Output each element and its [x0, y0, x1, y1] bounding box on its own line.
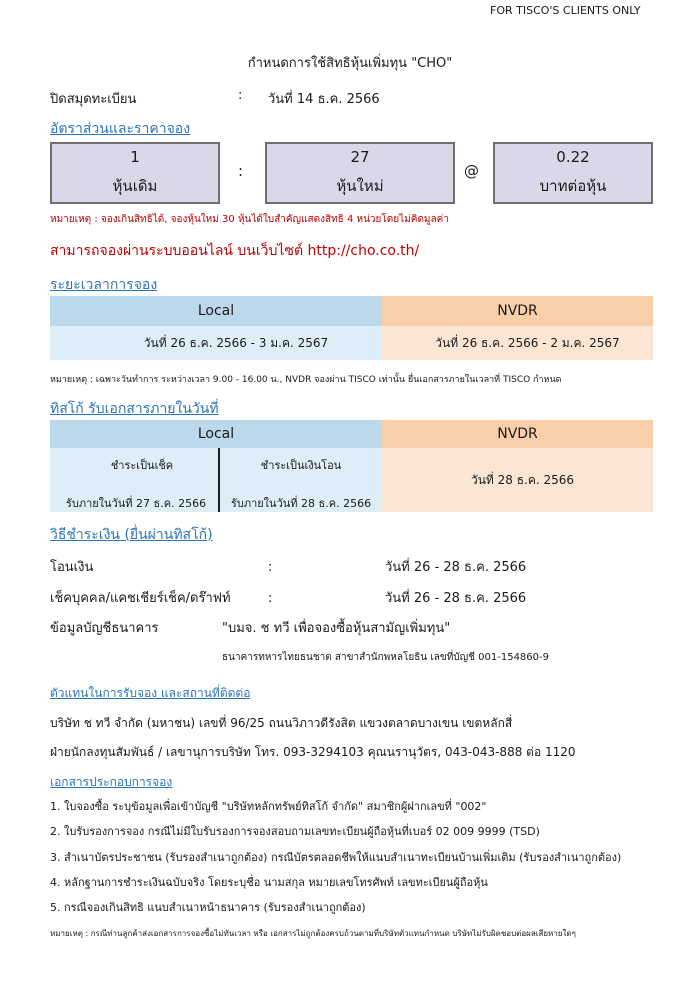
list-item: 3. สำเนาบัตรประชาชน (รับรองสำเนาถูกต้อง) กรณีบัตรตลอดชีพให้แนบสำเนาทะเบียนบ้านเพิ่มเติม (รับรองสำเนาถูกต้อง) — [50, 851, 622, 864]
transfer-date: รับภายในวันที่ 28 ธ.ค. 2566 — [230, 497, 372, 510]
docs-deadline-heading: ทิสโก้ รับเอกสารภายในวันที่ — [50, 401, 219, 417]
agent-address: บริษัท ช ทวี จำกัด (มหาชน) เลขที่ 96/25 ถนนวิภาวดีรังสิต แขวงตลาดบางเขน เขตหลักสี่ — [50, 716, 513, 730]
online-booking-note: สามารถจองผ่านระบบออนไลน์ บนเว็บไซต์ http://cho.co.th/ — [50, 243, 420, 259]
payment-transfer-date: วันที่ 26 - 28 ธ.ค. 2566 — [385, 560, 527, 575]
docs-local-header: Local — [50, 420, 382, 448]
old-share-box — [50, 142, 220, 204]
cheque-date: รับภายในวันที่ 27 ธ.ค. 2566 — [65, 497, 207, 510]
payment-cheque-colon: : — [268, 591, 273, 606]
docs-nvdr-date: วันที่ 28 ธ.ค. 2566 — [382, 448, 653, 512]
payment-cheque-label: เช็คบุคคล/แคชเชียร์เช็ค/ดร๊าฟท์ — [50, 591, 231, 606]
book-closing-colon: : — [238, 88, 243, 103]
docs-transfer-cell — [220, 448, 382, 512]
price-box — [493, 142, 653, 204]
ratio-note: หมายเหตุ : จองเกินสิทธิได้, จองหุ้นใหม่ 30 หุ้นได้ใบสำคัญแสดงสิทธิ 4 หน่วยโดยไม่คิดมูลค่า — [50, 214, 449, 225]
agent-heading: ตัวแทนในการรับจอง และสถานที่ติดต่อ — [50, 686, 251, 700]
cheque-label: ชำระเป็นเช็ค — [110, 459, 174, 472]
period-heading: ระยะเวลาการจอง — [50, 277, 158, 293]
period-local-date: วันที่ 26 ธ.ค. 2566 - 3 ม.ค. 2567 — [50, 326, 382, 360]
new-share-label: หุ้นใหม่ — [336, 177, 384, 195]
docs-cheque-cell — [50, 448, 220, 512]
payment-cheque-date: วันที่ 26 - 28 ธ.ค. 2566 — [385, 591, 527, 606]
bank-account-details: ธนาคารทหารไทยธนชาต สาขาสำนักพหลโยธิน เลขที่บัญชี 001-154860-9 — [222, 652, 549, 663]
list-item: 2. ใบรับรองการจอง กรณีไม่มีใบรับรองการจองสอบถามเลขทะเบียนผู้ถือหุ้นที่เบอร์ 02 009 9999 (TSD) — [50, 825, 540, 838]
at-sign: @ — [464, 162, 479, 180]
book-closing-label: ปิดสมุดทะเบียน — [50, 92, 137, 107]
period-local-header: Local — [50, 296, 382, 326]
book-closing-date: วันที่ 14 ธ.ค. 2566 — [268, 92, 380, 107]
docs-nvdr-header: NVDR — [382, 420, 653, 448]
page-title: กำหนดการใช้สิทธิหุ้นเพิ่มทุน "CHO" — [247, 56, 453, 71]
agent-contact: ฝ่ายนักลงทุนสัมพันธ์ / เลขานุการบริษัท โทร. 093-3294103 คุณนรานุวัตร, 043-043-888 ต่อ 1120 — [50, 745, 576, 759]
list-item: 4. หลักฐานการชำระเงินฉบับจริง โดยระบุชื่อ นามสกุล หมายเลขโทรศัพท์ เลขทะเบียนผู้ถือหุ้น — [50, 876, 488, 889]
price-number: 0.22 — [556, 148, 590, 166]
ratio-separator: : — [238, 162, 244, 180]
documents-note: หมายเหตุ : กรณีท่านลูกค้าส่งเอกสารการจองซื้อไม่ทันเวลา หรือ เอกสารไม่ถูกต้องครบถ้วนตามที่บริษัทตัวแทนกำหนด บริษัทไม่รับผิดชอบต่อผลเสียหายใดๆ — [50, 929, 576, 938]
price-label: บาทต่อหุ้น — [539, 177, 607, 195]
period-nvdr-header: NVDR — [382, 296, 653, 326]
transfer-label: ชำระเป็นเงินโอน — [260, 459, 342, 472]
payment-heading: วิธีชำระเงิน (ยื่นผ่านทิสโก้) — [50, 527, 213, 543]
payment-transfer-label: โอนเงิน — [50, 560, 94, 575]
old-share-label: หุ้นเดิม — [112, 177, 158, 195]
payment-transfer-colon: : — [268, 560, 273, 575]
documents-heading: เอกสารประกอบการจอง — [50, 775, 173, 789]
period-note-text: หมายเหตุ : เฉพาะวันทำการ ระหว่างเวลา 9.00 - 16.00 น., NVDR จองผ่าน TISCO เท่านั้น ยื่นเอกสารภายในเวลาที่ TISCO กำหนด — [50, 375, 562, 385]
old-share-number: 1 — [130, 148, 140, 166]
period-note — [50, 372, 561, 386]
bank-account-name: "บมจ. ช ทวี เพื่อจองซื้อหุ้นสามัญเพิ่มทุน" — [222, 621, 451, 636]
list-item: 1. ใบจองซื้อ ระบุข้อมูลเพื่อเข้าบัญชี "บริษัทหลักทรัพย์ทิสโก้ จำกัด" สมาชิกผู้ฝากเลขที่ "002" — [50, 800, 487, 813]
new-share-number: 27 — [350, 148, 370, 166]
clients-only-note: FOR TISCO'S CLIENTS ONLY — [490, 4, 641, 17]
ratio-heading: อัตราส่วนและราคาจอง — [50, 121, 191, 137]
new-share-box — [265, 142, 455, 204]
period-nvdr-date: วันที่ 26 ธ.ค. 2566 - 2 ม.ค. 2567 — [382, 326, 653, 360]
bank-account-label: ข้อมูลบัญชีธนาคาร — [50, 621, 159, 636]
list-item: 5. กรณีจองเกินสิทธิ แนบสำเนาหน้าธนาคาร (รับรองสำเนาถูกต้อง) — [50, 901, 366, 914]
